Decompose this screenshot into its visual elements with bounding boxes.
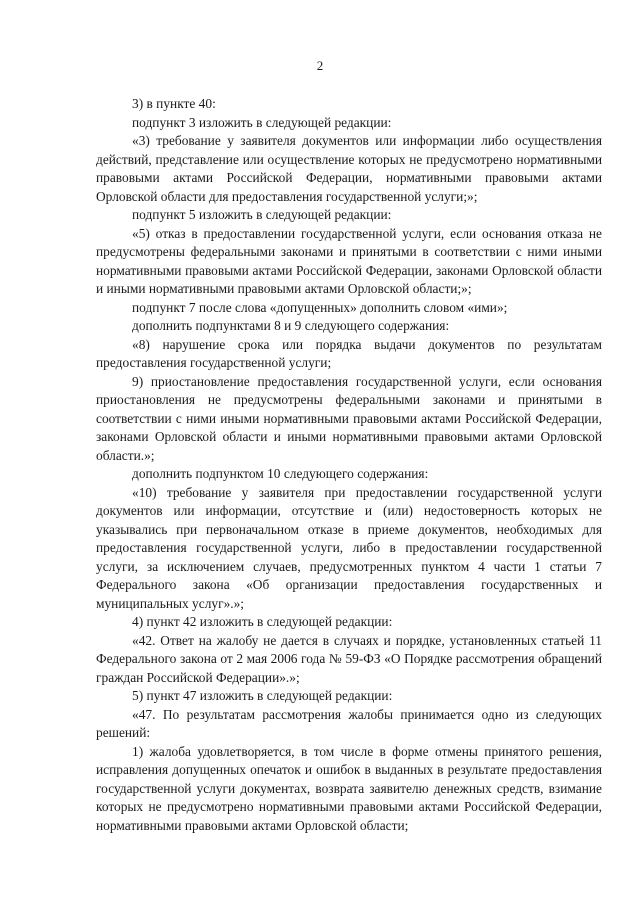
paragraph: «5) отказ в предоставлении государственной услуги, если основания отказа не предусмотрены федеральными законами и принятыми в соответствии с ними иными нормативными правовыми актами Российской Федерации, законами Орловской области и иными нормативными правовыми актами Орловской области;»;: [96, 225, 602, 296]
paragraph: подпункт 7 после слова «допущенных» дополнить словом «ими»;: [132, 299, 508, 315]
document-body: [96, 95, 602, 835]
paragraph: дополнить подпунктами 8 и 9 следующего содержания:: [132, 318, 450, 333]
paragraph: «10) требование у заявителя при предоставлении государственной услуги документов или информации, отсутствие и (или) недостоверность которых не указывались при первоначальном отказе в приеме документов, необходимых для предоставления государственной услуги, либо в предоставлении государственной услуги, за исключением случаев, предусмотренных пунктом 4 части 1 статьи 7 Федерального закона «Об организации предоставления государственных и муниципальных услуг».»;: [96, 484, 602, 611]
paragraph: «3) требование у заявителя документов или информации либо осуществления действий, представление или осуществление которых не предусмотрено нормативными правовыми актами Российской Федерации, нормативными правовыми актами Орловской области для предоставления государственной услуги;»;: [96, 133, 602, 204]
paragraph: 3) в пункте 40:: [132, 96, 216, 111]
paragraph: 4) пункт 42 изложить в следующей редакции:: [132, 614, 393, 629]
paragraph: дополнить подпунктом 10 следующего содержания:: [132, 466, 429, 481]
paragraph: 9) приостановление предоставления государственной услуги, если основания приостановления не предусмотрены федеральными законами и принятыми в соответствии с ними иными нормативными правовыми актами Российской Федерации, законами Орловской области и иными нормативными правовыми актами Орловской области.»;: [96, 373, 602, 463]
page-number: 2: [316, 58, 324, 73]
paragraph: «47. По результатам рассмотрения жалобы принимается одно из следующих решений:: [96, 706, 602, 740]
paragraph: «8) нарушение срока или порядка выдачи документов по результатам предоставления государственной услуги;: [96, 336, 602, 370]
paragraph: 1) жалоба удовлетворяется, в том числе в форме отмены принятого решения, исправления допущенных опечаток и ошибок в выданных в результате предоставления государственной услуги документах, возврата заявителю денежных средств, взимание которых не предусмотрено нормативными правовыми актами Российской Федерации, нормативными правовыми актами Орловской области;: [96, 743, 602, 833]
paragraph: подпункт 3 изложить в следующей редакции:: [132, 114, 392, 130]
paragraph: подпункт 5 изложить в следующей редакции:: [132, 207, 392, 222]
paragraph: 5) пункт 47 изложить в следующей редакции:: [132, 688, 393, 703]
paragraph: «42. Ответ на жалобу не дается в случаях и порядке, установленных статьей 11 Федерального закона от 2 мая 2006 года № 59-ФЗ «О Порядке рассмотрения обращений граждан Российской Федерации».»;: [96, 632, 602, 685]
